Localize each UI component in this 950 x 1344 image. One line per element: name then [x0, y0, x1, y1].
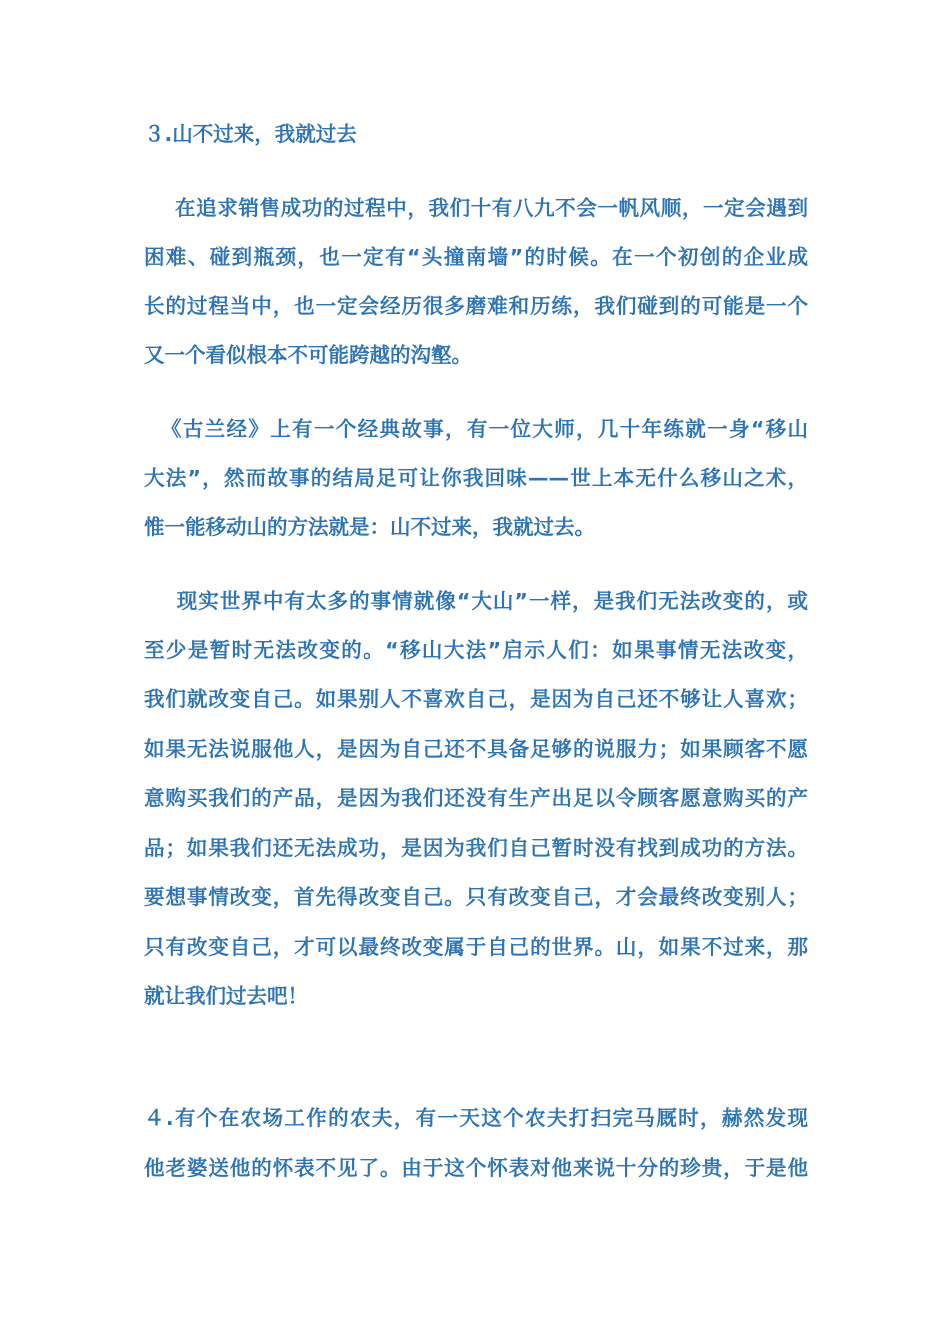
paragraph-line: 就让我们过去吧！: [144, 984, 308, 1008]
paragraph-line: 又一个看似根本不可能跨越的沟壑。: [144, 343, 472, 367]
paragraph-line: ４.有个在农场工作的农夫，有一天这个农夫打扫完马厩时，赫然发现: [144, 1106, 808, 1130]
paragraph-line: 困难、碰到瓶颈，也一定有“头撞南墙”的时候。在一个初创的企业成: [144, 245, 808, 269]
paragraph-line: 现实世界中有太多的事情就像“大山”一样，是我们无法改变的，或: [144, 589, 808, 613]
paragraph-line: 长的过程当中，也一定会经历很多磨难和历练，我们碰到的可能是一个: [144, 294, 808, 318]
paragraph-line: 品；如果我们还无法成功，是因为我们自己暂时没有找到成功的方法。: [144, 836, 808, 860]
paragraph-line: 大法”，然而故事的结局足可让你我回味——世上本无什么移山之术，: [144, 466, 808, 490]
paragraph-line: 我们就改变自己。如果别人不喜欢自己，是因为自己还不够让人喜欢；: [144, 687, 808, 711]
paragraph-line: 惟一能移动山的方法就是：山不过来，我就过去。: [144, 515, 595, 539]
paragraph-line: 要想事情改变，首先得改变自己。只有改变自己，才会最终改变别人；: [144, 885, 808, 909]
section-3-heading: ３.山不过来，我就过去: [144, 122, 357, 146]
paragraph-line: 他老婆送他的怀表不见了。由于这个怀表对他来说十分的珍贵，于是他: [144, 1156, 808, 1180]
paragraph-line: 在追求销售成功的过程中，我们十有八九不会一帆风顺，一定会遇到: [144, 196, 808, 220]
paragraph-line: 意购买我们的产品，是因为我们还没有生产出足以令顾客愿意购买的产: [144, 786, 808, 810]
paragraph-line: 《古兰经》上有一个经典故事，有一位大师，几十年练就一身“移山: [144, 417, 808, 441]
paragraph-line: 至少是暂时无法改变的。“移山大法”启示人们：如果事情无法改变，: [144, 638, 808, 662]
paragraph-line: 如果无法说服他人，是因为自己还不具备足够的说服力；如果顾客不愿: [144, 737, 808, 761]
paragraph-line: 只有改变自己，才可以最终改变属于自己的世界。山，如果不过来，那: [144, 935, 808, 959]
